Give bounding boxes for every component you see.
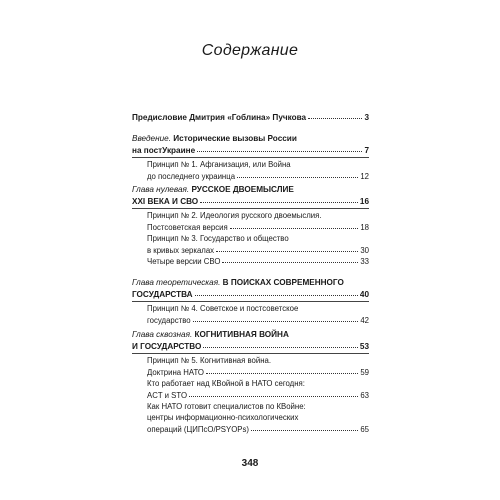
toc-entry-preface[interactable] — [132, 112, 369, 123]
subentry-line2: Постсоветская версия — [147, 223, 228, 232]
subentry-page: 33 — [360, 257, 369, 266]
page-title: Содержание — [201, 42, 299, 59]
subentry-page: 12 — [360, 172, 369, 181]
toc-entry-intro[interactable] — [132, 134, 369, 156]
entry-page: 40 — [359, 290, 369, 299]
leader-dots — [189, 389, 358, 397]
subentry-page: 18 — [360, 223, 369, 232]
leader-dots — [251, 423, 358, 431]
toc-subentry[interactable] — [147, 234, 369, 256]
entry-prefix: Введение. — [132, 134, 171, 143]
leader-dots — [308, 111, 362, 119]
subentry-line1: Принцип № 1. Афганизация, или Война — [147, 160, 291, 169]
subentry-line2: до последнего украинца — [147, 172, 236, 181]
entry-title: Предисловие Дмитрия «Гоблина» Пучкова — [132, 113, 307, 122]
toc-entry-chapter-theory[interactable] — [132, 278, 369, 300]
leader-dots — [222, 255, 358, 263]
entry-title-line1: В ПОИСКАХ СОВРЕМЕННОГО — [222, 278, 344, 287]
separator-line — [132, 301, 369, 302]
entry-prefix: Глава теоретическая. — [132, 278, 221, 287]
leader-dots — [193, 314, 359, 322]
toc-subentry[interactable] — [147, 256, 369, 267]
toc-subentry[interactable] — [147, 211, 369, 233]
leader-dots — [206, 366, 358, 374]
subentry-line1: Принцип № 4. Советское и постсоветское — [147, 304, 299, 313]
subentry-line1b: центры информационно-психологических — [147, 413, 299, 422]
toc-subentry[interactable] — [147, 379, 369, 401]
subentry-page: 59 — [360, 368, 369, 377]
entry-page: 7 — [364, 146, 369, 155]
leader-dots — [237, 170, 358, 178]
entry-title-line1: РУССКОЕ ДВОЕМЫСЛИЕ — [191, 185, 294, 194]
entry-prefix: Глава нулевая. — [132, 185, 190, 194]
separator-line — [132, 208, 369, 209]
subentry-page: 30 — [360, 246, 369, 255]
leader-dots — [200, 195, 358, 203]
subentry-line2: в кривых зеркалах — [147, 246, 215, 255]
subentry-line1: Принцип № 2. Идеология русского двоемыслия. — [147, 211, 322, 220]
subentry-line1: Кто работает над КВойной в НАТО сегодня: — [147, 379, 305, 388]
entry-page: 3 — [364, 113, 369, 122]
subentry-line1: Как НАТО готовит специалистов по КВойне: — [147, 402, 306, 411]
entry-page: 53 — [359, 342, 369, 351]
entry-page: 16 — [359, 197, 369, 206]
entry-title-line2: И ГОСУДАРСТВО — [132, 342, 202, 351]
leader-dots — [195, 288, 358, 296]
subentry-line2: Доктрина НАТО — [147, 368, 204, 377]
subentry-page: 42 — [360, 316, 369, 325]
entry-title-line2: XXI ВЕКА И СВО — [132, 197, 199, 206]
entry-prefix: Глава сквозная. — [132, 330, 193, 339]
subentry-line2: Четыре версии СВО — [147, 257, 221, 266]
toc-subentry[interactable] — [147, 402, 369, 435]
subentry-page: 63 — [360, 391, 369, 400]
leader-dots — [203, 340, 358, 348]
toc-subentry[interactable] — [147, 304, 369, 326]
subentry-line1: Принцип № 5. Когнитивная война. — [147, 356, 272, 365]
leader-dots — [216, 244, 358, 252]
separator-line — [132, 353, 369, 354]
toc-subentry[interactable] — [147, 160, 369, 182]
leader-dots — [197, 144, 362, 152]
entry-title-line1: КОГНИТИВНАЯ ВОЙНА — [194, 330, 289, 339]
subentry-line2: государство — [147, 316, 191, 325]
separator-line — [132, 157, 369, 158]
subentry-page: 65 — [360, 425, 369, 434]
page-number: 348 — [241, 458, 259, 469]
subentry-line2: операций (ЦИПсО/PSYOPs) — [147, 425, 249, 434]
toc-subentry[interactable] — [147, 356, 369, 378]
entry-title-line1: Исторические вызовы России — [173, 134, 297, 143]
toc-entry-chapter-through[interactable] — [132, 330, 369, 352]
entry-title-line2: ГОСУДАРСТВА — [132, 290, 193, 299]
subentry-line2: ACT и STO — [147, 391, 188, 400]
leader-dots — [230, 221, 359, 229]
toc-entry-chapter0[interactable] — [132, 185, 369, 207]
entry-title-line2: на постУкраине — [132, 146, 196, 155]
subentry-line1: Принцип № 3. Государство и общество — [147, 234, 289, 243]
